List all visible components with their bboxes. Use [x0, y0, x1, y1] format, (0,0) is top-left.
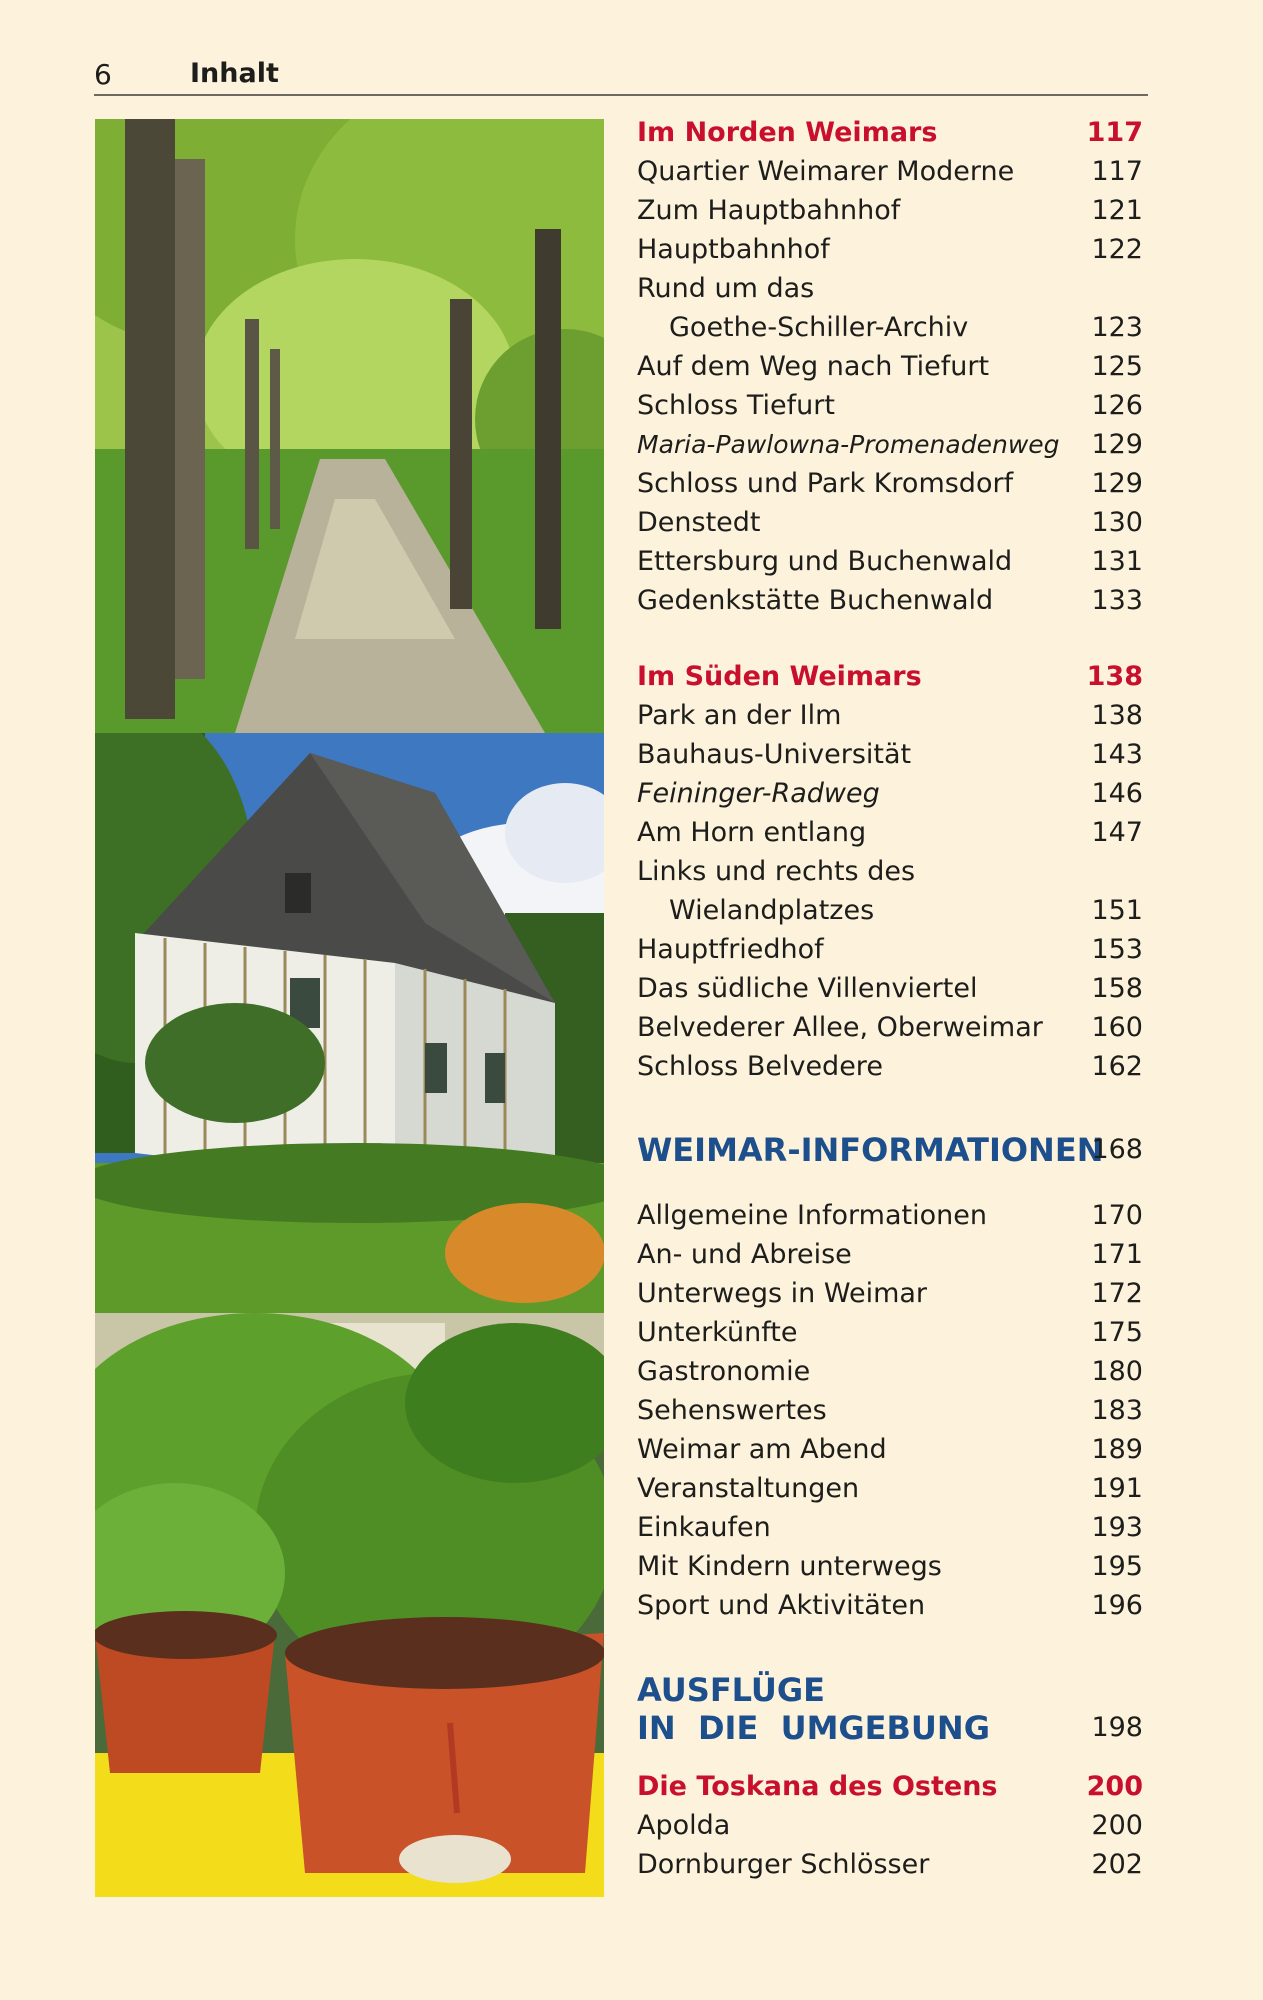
ginkgo-plants-photo [95, 1313, 604, 1897]
garden-house-photo [95, 733, 604, 1313]
toc-entry[interactable]: Unterkünfte 175 [637, 1317, 1143, 1348]
toc-entry[interactable]: Links und rechts des [637, 856, 916, 887]
toc-entry[interactable]: Bauhaus-Universität 143 [637, 739, 1143, 770]
toc-entry[interactable]: Ettersburg und Buchenwald 131 [637, 546, 1143, 577]
toc-entry[interactable]: Hauptfriedhof 153 [637, 934, 1143, 965]
toc-entry[interactable]: Veranstaltungen 191 [637, 1473, 1143, 1504]
tree-lined-path-photo [95, 119, 604, 733]
toc-entry[interactable]: Gedenkstätte Buchenwald 133 [637, 585, 1143, 616]
section-heading-tuscany[interactable]: Die Toskana des Ostens 200 [637, 1771, 1143, 1802]
toc-entry[interactable]: Schloss Belvedere 162 [637, 1051, 1143, 1082]
toc-entry[interactable]: An- und Abreise 171 [637, 1239, 1143, 1270]
toc-entry[interactable]: Goethe-Schiller-Archiv 123 [669, 312, 1143, 343]
toc-entry[interactable]: Hauptbahnhof 122 [637, 234, 1143, 265]
toc-entry[interactable]: Schloss Tiefurt 126 [637, 390, 1143, 421]
page-number: 6 [94, 58, 112, 91]
toc-entry[interactable]: Park an der Ilm 138 [637, 700, 1143, 731]
toc-entry[interactable]: Feininger-Radweg 146 [637, 778, 1143, 809]
toc-entry[interactable]: Dornburger Schlösser 202 [637, 1849, 1143, 1880]
chapter-heading-excursions[interactable]: AUSFLÜGE IN DIE UMGEBUNG 198 [637, 1671, 1143, 1747]
toc-entry[interactable]: Wielandplatzes 151 [669, 895, 1143, 926]
toc-entry[interactable]: Denstedt 130 [637, 507, 1143, 538]
toc-entry[interactable]: Apolda 200 [637, 1810, 1143, 1841]
toc-entry[interactable]: Belvederer Allee, Oberweimar 160 [637, 1012, 1143, 1043]
chapter-heading-information[interactable]: WEIMAR-INFORMATIONEN 168 [637, 1131, 1143, 1169]
toc-entry[interactable]: Zum Hauptbahnhof 121 [637, 195, 1143, 226]
toc-entry[interactable]: Rund um das [637, 273, 815, 304]
header-rule [94, 94, 1148, 96]
toc-entry[interactable]: Schloss und Park Kromsdorf 129 [637, 468, 1143, 499]
toc-entry[interactable]: Quartier Weimarer Moderne 117 [637, 156, 1143, 187]
section-heading-north[interactable]: Im Norden Weimars 117 [637, 117, 1143, 148]
toc-entry[interactable]: Allgemeine Informationen 170 [637, 1200, 1143, 1231]
toc-entry[interactable]: Einkaufen 193 [637, 1512, 1143, 1543]
toc-entry[interactable]: Auf dem Weg nach Tiefurt 125 [637, 351, 1143, 382]
toc-entry[interactable]: Unterwegs in Weimar 172 [637, 1278, 1143, 1309]
toc-entry[interactable]: Am Horn entlang 147 [637, 817, 1143, 848]
table-of-contents [637, 113, 1147, 1884]
toc-entry[interactable]: Mit Kindern unterwegs 195 [637, 1551, 1143, 1582]
toc-entry[interactable]: Weimar am Abend 189 [637, 1434, 1143, 1465]
toc-entry[interactable]: Maria-Pawlowna-Promenadenweg 129 [637, 429, 1143, 460]
toc-entry[interactable]: Sport und Aktivitäten 196 [637, 1590, 1143, 1621]
toc-entry[interactable]: Das südliche Villenviertel 158 [637, 973, 1143, 1004]
running-head: Inhalt [190, 58, 279, 89]
toc-entry[interactable]: Sehenswertes 183 [637, 1395, 1143, 1426]
section-heading-south[interactable]: Im Süden Weimars 138 [637, 661, 1143, 692]
toc-entry[interactable]: Gastronomie 180 [637, 1356, 1143, 1387]
